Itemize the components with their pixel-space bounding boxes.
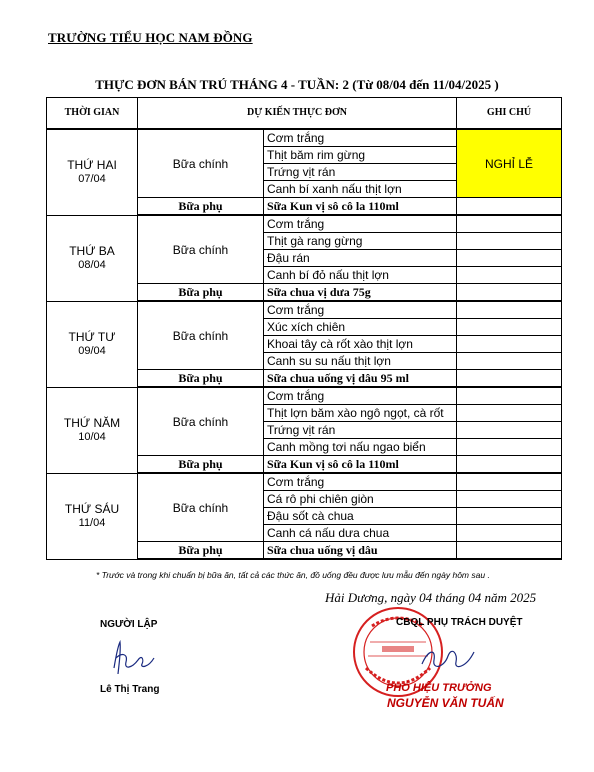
- note-cell: [457, 319, 562, 336]
- maker-name: Lê Thị Trang: [100, 684, 160, 695]
- header-menu: DỰ KIẾN THỰC ĐƠN: [138, 98, 457, 130]
- place-date: Hải Dương, ngày 04 tháng 04 năm 2025: [325, 590, 537, 605]
- snack-item: Sữa chua vị dưa 75g: [264, 284, 457, 302]
- header-note: GHI CHÚ: [457, 98, 562, 130]
- menu-title: THỰC ĐƠN BÁN TRÚ THÁNG 4 - TUẦN: 2 (Từ 08/04 đến 11/04/2025 ): [95, 77, 499, 92]
- day-cell: [47, 387, 138, 473]
- dish-item: Canh bí đỏ nấu thịt lợn: [264, 267, 457, 284]
- snack-label: Bữa phụ: [138, 198, 264, 216]
- dish-item: Canh su su nấu thịt lợn: [264, 353, 457, 370]
- dish-item: Cơm trắng: [264, 215, 457, 233]
- note-cell: [457, 233, 562, 250]
- dish-item: Trứng vịt rán: [264, 422, 457, 439]
- day-date: 11/04: [78, 517, 106, 529]
- dish-item: Đậu rán: [264, 250, 457, 267]
- dish-item: Cơm trắng: [264, 301, 457, 319]
- snack-label: Bữa phụ: [138, 456, 264, 474]
- dish-item: Đậu sốt cà chua: [264, 508, 457, 525]
- dish-item: Thịt băm rim gừng: [264, 147, 457, 164]
- dish-item: Thịt lợn băm xào ngô ngọt, cà rốt: [264, 405, 457, 422]
- note-cell: [457, 525, 562, 542]
- dish-item: Canh mồng tơi nấu ngao biển: [264, 439, 457, 456]
- day-cell: [47, 301, 138, 387]
- main-meal-label: Bữa chính: [138, 215, 264, 284]
- day-cell: [47, 129, 138, 215]
- note-cell: [457, 387, 562, 405]
- snack-item: Sữa chua uống vị dâu 95 ml: [264, 370, 457, 388]
- approver-name: NGUYỄN VĂN TUẤN: [387, 696, 504, 710]
- maker-title: NGƯỜI LẬP: [100, 619, 158, 630]
- note-cell: [457, 215, 562, 233]
- note-cell: [457, 198, 562, 216]
- note-cell: [457, 508, 562, 525]
- note-cell: NGHỈ LỄ: [457, 129, 562, 198]
- day-cell: [47, 473, 138, 559]
- table-row: [47, 215, 562, 233]
- dish-item: Khoai tây cà rốt xào thịt lợn: [264, 336, 457, 353]
- note-cell: [457, 336, 562, 353]
- dish-item: Trứng vịt rán: [264, 164, 457, 181]
- approver-position: PHÓ HIỆU TRƯỞNG: [386, 682, 492, 694]
- day-date: 09/04: [78, 345, 106, 357]
- dish-item: Cơm trắng: [264, 387, 457, 405]
- snack-label: Bữa phụ: [138, 284, 264, 302]
- note-cell: [457, 250, 562, 267]
- day-cell: [47, 215, 138, 301]
- header-time: THỜI GIAN: [47, 98, 138, 130]
- main-meal-label: Bữa chính: [138, 301, 264, 370]
- snack-label: Bữa phụ: [138, 542, 264, 560]
- day-name: THỨ TƯ: [68, 330, 116, 344]
- day-name: THỨ NĂM: [63, 416, 121, 430]
- main-meal-label: Bữa chính: [138, 387, 264, 456]
- note-cell: [457, 405, 562, 422]
- note-cell: [457, 422, 562, 439]
- note-cell: [457, 267, 562, 284]
- note-cell: [457, 284, 562, 302]
- dish-item: Canh bí xanh nấu thịt lợn: [264, 181, 457, 198]
- day-date: 10/04: [78, 431, 106, 443]
- note-cell: [457, 491, 562, 508]
- dish-item: Xúc xích chiên: [264, 319, 457, 336]
- menu-table: [46, 97, 562, 560]
- note-cell: [457, 456, 562, 474]
- note-cell: [457, 370, 562, 388]
- dish-item: Cơm trắng: [264, 473, 457, 491]
- approver-signature: [418, 640, 478, 681]
- note-cell: [457, 542, 562, 560]
- day-date: 08/04: [78, 259, 106, 271]
- main-meal-label: Bữa chính: [138, 129, 264, 198]
- dish-item: Cá rô phi chiên giòn: [264, 491, 457, 508]
- maker-signature: [108, 638, 158, 683]
- day-name: THỨ BA: [69, 244, 115, 258]
- dish-item: Cơm trắng: [264, 129, 457, 147]
- table-row: [47, 387, 562, 405]
- dish-item: Thịt gà rang gừng: [264, 233, 457, 250]
- snack-item: Sữa Kun vị sô cô la 110ml: [264, 198, 457, 216]
- footnote: * Trước và trong khi chuẩn bị bữa ăn, tất cả các thức ăn, đồ uống đều được lưu mẫu đến ngày hôm sau .: [96, 570, 490, 580]
- main-meal-label: Bữa chính: [138, 473, 264, 542]
- snack-item: Sữa Kun vị sô cô la 110ml: [264, 456, 457, 474]
- table-row: [47, 301, 562, 319]
- snack-item: Sữa chua uống vị dâu: [264, 542, 457, 560]
- note-cell: [457, 301, 562, 319]
- snack-label: Bữa phụ: [138, 370, 264, 388]
- table-header-row: [47, 98, 562, 130]
- dish-item: Canh cá nấu dưa chua: [264, 525, 457, 542]
- table-row: [47, 473, 562, 491]
- school-name: TRƯỜNG TIỂU HỌC NAM ĐỒNG: [48, 30, 253, 45]
- note-cell: [457, 353, 562, 370]
- table-row: [47, 129, 562, 147]
- day-date: 07/04: [78, 173, 106, 186]
- note-cell: [457, 473, 562, 491]
- approver-title: CBQL PHỤ TRÁCH DUYỆT: [396, 617, 523, 628]
- day-name: THỨ HAI: [67, 158, 117, 173]
- day-name: THỨ SÁU: [64, 502, 120, 516]
- note-cell: [457, 439, 562, 456]
